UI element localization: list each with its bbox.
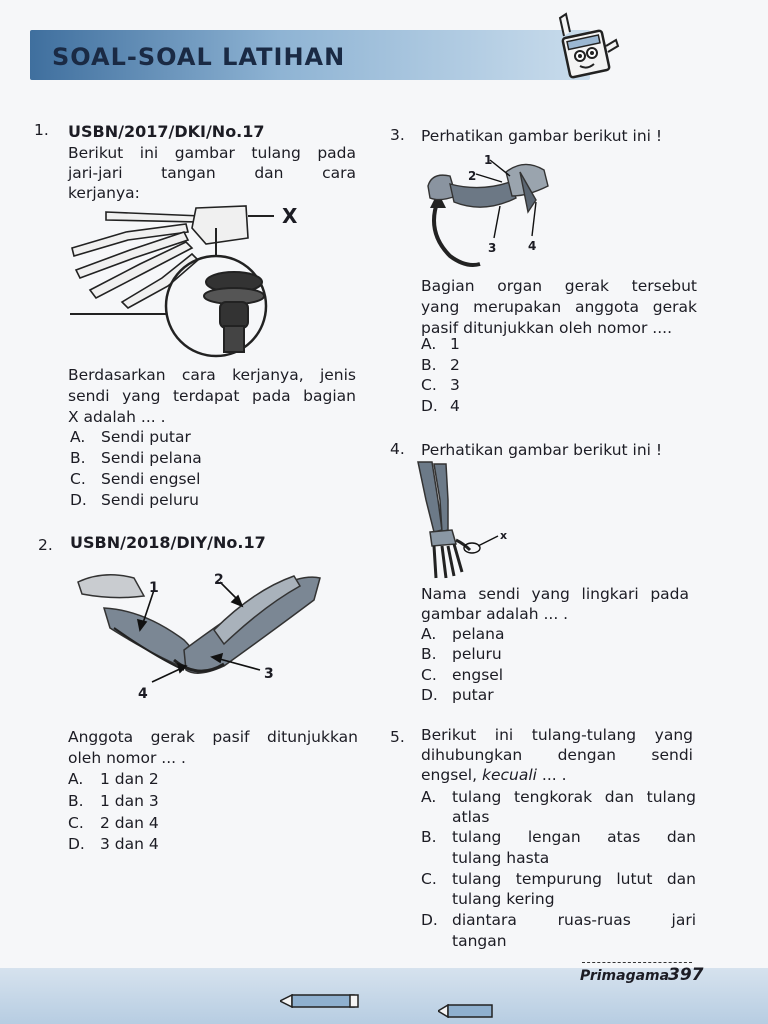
- q5-option-a-line2: atlas: [452, 808, 490, 826]
- q3-option-a-letter: A.: [421, 335, 437, 353]
- q2-option-c-text: 2 dan 4: [100, 814, 159, 832]
- q4-stem: Perhatikan gambar berikut ini !: [421, 441, 663, 459]
- q2-figure-label-3: 3: [264, 666, 274, 682]
- footer-divider: [582, 962, 692, 963]
- page-number: 397: [668, 965, 704, 985]
- q1-stem-line1: Berikut ini gambar tulang pada: [68, 144, 356, 162]
- q1-option-d-letter: D.: [70, 491, 87, 509]
- q1-question-line2: sendi yang terdapat pada bagian: [68, 387, 356, 405]
- pencil-icon: [280, 994, 360, 1008]
- q1-option-c-text: Sendi engsel: [101, 470, 201, 488]
- q1-option-a-letter: A.: [70, 428, 86, 446]
- q3-option-d-text: 4: [450, 397, 460, 415]
- q5-option-a-letter: A.: [421, 788, 437, 806]
- q5-option-d-line2: tangan: [452, 932, 507, 950]
- q5-option-c-letter: C.: [421, 870, 437, 888]
- q1-stem-line3: kerjanya:: [68, 184, 140, 202]
- q5-option-a-line1: tulang tengkorak dan tulang: [452, 788, 696, 806]
- q3-figure-label-1: 1: [484, 153, 493, 167]
- q1-source: USBN/2017/DKI/No.17: [68, 122, 265, 141]
- q4-option-c-text: engsel: [452, 666, 504, 684]
- q4-figure-label: x: [500, 529, 508, 542]
- q2-figure-label-4: 4: [138, 686, 148, 702]
- q3-option-c-text: 3: [450, 376, 460, 394]
- q5-option-b-line1: tulang lengan atas dan: [452, 828, 696, 846]
- q3-figure-label-4: 4: [528, 239, 537, 253]
- q5-stem-line3: [421, 765, 567, 786]
- q3-figure-label-3: 3: [488, 241, 497, 255]
- q3-option-b-text: 2: [450, 356, 460, 374]
- q5-number: 5.: [390, 728, 405, 746]
- q1-option-d-text: Sendi peluru: [101, 491, 199, 509]
- q5-stem-line1: Berikut ini tulang-tulang yang: [421, 726, 693, 744]
- q4-question-line1: Nama sendi yang lingkari pada: [421, 585, 689, 603]
- q4-option-c-letter: C.: [421, 666, 437, 684]
- q3-figure-label-2: 2: [468, 169, 477, 183]
- q1-question-line3: X adalah ... .: [68, 408, 166, 426]
- q3-option-c-letter: C.: [421, 376, 437, 394]
- q2-option-a-text: 1 dan 2: [100, 770, 159, 788]
- q5-option-b-letter: B.: [421, 828, 437, 846]
- q3-question-line2: yang merupakan anggota gerak: [421, 298, 697, 316]
- q4-number: 4.: [390, 440, 405, 458]
- q4-option-d-letter: D.: [421, 686, 438, 704]
- q1-number: 1.: [34, 121, 49, 139]
- q2-question-line2: oleh nomor ... .: [68, 749, 186, 767]
- q2-option-b-letter: B.: [68, 792, 84, 810]
- q1-option-b-text: Sendi pelana: [101, 449, 202, 467]
- q1-option-a-text: Sendi putar: [101, 428, 191, 446]
- q2-option-c-letter: C.: [68, 814, 84, 832]
- q2-source: USBN/2018/DIY/No.17: [70, 533, 266, 552]
- q2-question-line1: Anggota gerak pasif ditunjukkan: [68, 728, 358, 746]
- q5-option-d-letter: D.: [421, 911, 438, 929]
- q2-figure-label-1: 1: [149, 580, 159, 596]
- q3-number: 3.: [390, 126, 405, 144]
- q3-stem: Perhatikan gambar berikut ini !: [421, 127, 663, 145]
- q1-question-line1: Berdasarkan cara kerjanya, jenis: [68, 366, 356, 384]
- pencil-icon-small: [438, 1004, 494, 1018]
- q5-stem-prefix: engsel,: [421, 766, 482, 784]
- hand-bones-figure: [66, 198, 318, 358]
- q5-option-d-line1: diantara ruas-ruas jari: [452, 911, 696, 929]
- q1-stem-line2: jari-jari tangan dan cara: [68, 164, 356, 182]
- q4-option-b-letter: B.: [421, 645, 437, 663]
- q3-question-line3: pasif ditunjukkan oleh nomor ....: [421, 319, 673, 337]
- q5-stem-line2: dihubungkan dengan sendi: [421, 746, 693, 764]
- q4-option-b-text: peluru: [452, 645, 502, 663]
- q2-number: 2.: [38, 536, 53, 554]
- q3-option-d-letter: D.: [421, 397, 438, 415]
- q4-option-a-text: pelana: [452, 625, 505, 643]
- q1-figure-label: X: [282, 204, 298, 228]
- q3-option-b-letter: B.: [421, 356, 437, 374]
- q2-option-d-letter: D.: [68, 835, 85, 853]
- q1-option-b-letter: B.: [70, 449, 86, 467]
- q5-option-c-line1: tulang tempurung lutut dan: [452, 870, 696, 888]
- q5-stem-emphasis: kecuali: [481, 766, 537, 784]
- arm-bones-figure: [412, 460, 522, 582]
- q4-option-d-text: putar: [452, 686, 494, 704]
- q5-stem-suffix: ... .: [536, 766, 567, 784]
- q5-option-b-line2: tulang hasta: [452, 849, 550, 867]
- q4-question-line2: gambar adalah ... .: [421, 605, 569, 623]
- q1-option-c-letter: C.: [70, 470, 86, 488]
- q2-figure-label-2: 2: [214, 572, 224, 588]
- page-title: SOAL-SOAL LATIHAN: [52, 43, 346, 71]
- book-mascot-icon: [556, 6, 622, 82]
- q4-option-a-letter: A.: [421, 625, 437, 643]
- q5-option-c-line2: tulang kering: [452, 890, 555, 908]
- q2-option-b-text: 1 dan 3: [100, 792, 159, 810]
- q3-question-line1: Bagian organ gerak tersebut: [421, 277, 697, 295]
- q2-option-d-text: 3 dan 4: [100, 835, 159, 853]
- q3-option-a-text: 1: [450, 335, 460, 353]
- footer-brand: Primagama: [580, 968, 670, 984]
- q2-option-a-letter: A.: [68, 770, 84, 788]
- arm-muscles-figure: [74, 560, 334, 700]
